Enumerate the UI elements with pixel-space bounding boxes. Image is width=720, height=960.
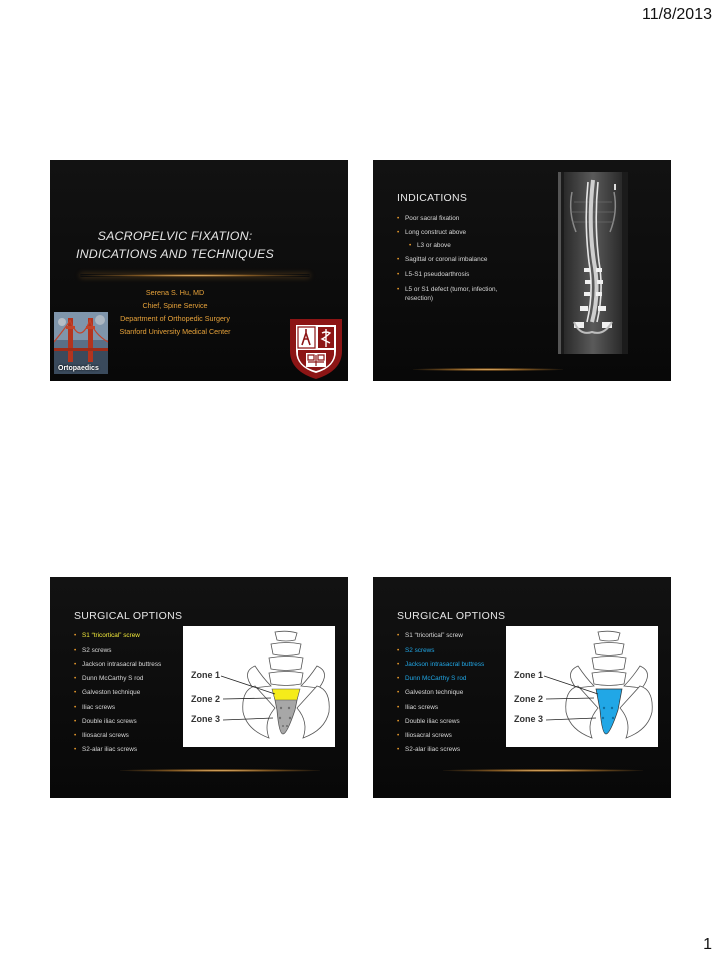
bullet-item: • Iliac screws	[405, 704, 438, 713]
zone-2-label: Zone 2	[514, 694, 544, 704]
author-department: Department of Orthopedic Surgery	[120, 314, 230, 323]
xray-icon	[558, 172, 628, 354]
bullet-item-highlighted: • S2 screws	[405, 647, 434, 656]
bullet-item: • Iliosacral screws	[82, 732, 129, 741]
bullet-item-highlighted: • Jackson intrasacral buttress	[405, 661, 484, 670]
bullet-continuation: resection)	[405, 295, 434, 302]
sub-bullet-item: • L3 or above	[417, 242, 451, 251]
bullet-item: • L5 or S1 defect (tumor, infection,	[405, 286, 497, 295]
sacral-zones-diagram	[506, 626, 658, 747]
bullet-item: • S2-alar iliac screws	[405, 746, 460, 755]
sacral-zones-diagram	[183, 626, 335, 747]
bullet-item: • S2-alar iliac screws	[82, 746, 137, 755]
stanford-seal	[288, 315, 344, 381]
spine-xray-image	[558, 172, 628, 354]
bullet-item: • Galveston technique	[82, 689, 140, 698]
slide-surgical-options-1	[50, 577, 348, 798]
page-number: 1	[703, 936, 712, 953]
pelvis-zone-icon	[183, 626, 335, 747]
slide-title-text	[50, 227, 300, 263]
bullet-item: • S2 screws	[82, 647, 111, 656]
slide-divider	[413, 368, 563, 371]
orthopaedics-logo	[54, 312, 108, 374]
slide-surgical-options-2	[373, 577, 671, 798]
bullet-item: • Double iliac screws	[405, 718, 460, 727]
logo-label: Ortopaedics	[58, 365, 99, 372]
bullet-item: • Iliosacral screws	[405, 732, 452, 741]
author-role: Chief, Spine Service	[142, 301, 208, 310]
slide-divider	[443, 769, 643, 772]
slide-title	[50, 160, 348, 381]
bullet-item: • Double iliac screws	[82, 718, 137, 727]
zone-3-label: Zone 3	[514, 714, 544, 724]
author-name: Serena S. Hu, MD	[145, 288, 205, 297]
zone-2-label: Zone 2	[191, 694, 221, 704]
bullet-item-highlighted: • Dunn McCarthy S rod	[405, 675, 466, 684]
zone-3-label: Zone 3	[191, 714, 221, 724]
bullet-item-highlighted: • S1 “tricortical” screw	[82, 632, 140, 641]
bullet-item: • S1 “tricortical” screw	[405, 632, 463, 641]
bullet-item: • L5-S1 pseudoarthrosis	[405, 271, 469, 280]
stanford-shield-icon	[288, 315, 344, 381]
slide-divider	[120, 769, 320, 772]
zone-1-label: Zone 1	[191, 670, 221, 680]
bullet-item: • Poor sacral fixation	[405, 215, 459, 224]
title-line-1: SACROPELVIC FIXATION:	[97, 229, 253, 243]
zone-1-highlight	[272, 689, 300, 700]
zone-1-label: Zone 1	[514, 670, 544, 680]
bullet-item: • Iliac screws	[82, 704, 115, 713]
bullet-item: • Sagittal or coronal imbalance	[405, 256, 487, 265]
author-institution: Stanford University Medical Center	[119, 327, 231, 336]
title-divider	[80, 274, 310, 277]
bullet-item: • Jackson intrasacral buttress	[82, 661, 161, 670]
zone-1-2-3-highlight	[596, 689, 622, 734]
slide-heading: SURGICAL OPTIONS	[74, 610, 183, 622]
bullet-item: • Long construct above	[405, 229, 466, 238]
slide-indications	[373, 160, 671, 381]
slide-heading: SURGICAL OPTIONS	[397, 610, 506, 622]
bullet-item: • Dunn McCarthy S rod	[82, 675, 143, 684]
bullet-item: • Galveston technique	[405, 689, 463, 698]
pelvis-zone-icon	[506, 626, 658, 747]
title-line-2: INDICATIONS AND TECHNIQUES	[76, 247, 274, 261]
page-date: 11/8/2013	[642, 6, 712, 23]
slide-heading: INDICATIONS	[397, 192, 468, 204]
